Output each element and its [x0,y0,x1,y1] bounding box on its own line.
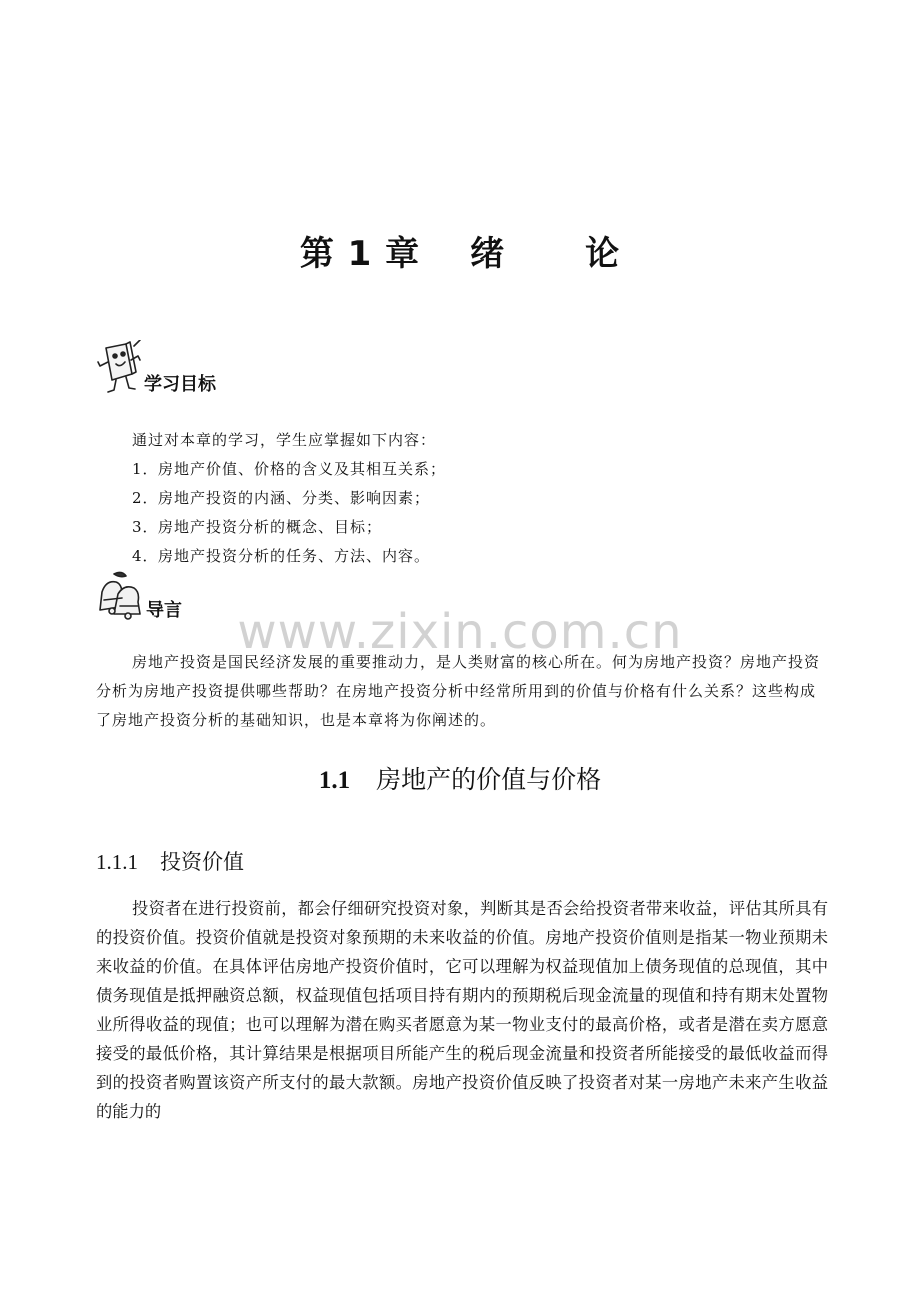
section-heading [0,760,920,796]
pencil-mascot-icon [96,340,142,396]
section-number: 1.1 [318,767,351,794]
objectives-list [132,426,446,571]
chapter-title-char-2: 论 [585,234,621,274]
list-item-text: 房地产价值、价格的含义及其相互关系； [158,460,447,478]
objectives-intro: 通过对本章的学习，学生应掌握如下内容： [132,431,437,449]
chapter-title-char-1: 绪 [470,234,506,274]
subsection-heading [96,846,244,876]
body-paragraph: 投资者在进行投资前，都会仔细研究投资对象，判断其是否会给投资者带来收益，评估其所具有的投资价值。投资价值就是投资对象预期的未来收益的价值。房地产投资价值则是指某一物业预期未来收益的价值。在具体评估房地产投资价值时，它可以理解为权益现值加上债务现值的总现值，其中债务现值是抵押融资总额，权益现值包括项目持有期内的预期税后现金流量的现值和持有期末处置物业所得收益的现值；也可以理解为潜在购买者愿意为某一物业支付的最高价格，或者是潜在卖方愿意接受的最低价格，其计算结果是根据项目所能产生的税后现金流量和投资者所能接受的最低收益而得到的投资者购置该资产所支付的最大款额。房地产投资价值反映了投资者对某一房地产未来产生收益的能力的 [96,899,828,1121]
introduction-label: 导言 [146,600,182,621]
subsection-number: 1.1.1 [96,850,138,874]
list-item [132,484,446,513]
learning-objectives-label: 学习目标 [144,374,216,395]
list-item-number: 4． [132,547,159,565]
watermark: www.zixin.com.cn [237,604,683,660]
list-item [132,542,446,571]
list-item-number: 2． [132,489,159,507]
list-item [132,513,446,542]
introduction-heading [96,570,182,622]
chapter-title [0,226,920,275]
list-item-number: 1． [132,460,159,478]
learning-objectives-heading [96,340,216,396]
subsection-title: 投资价值 [160,850,244,874]
list-item [132,455,446,484]
introduction-text: 房地产投资是国民经济发展的重要推动力，是人类财富的核心所在。何为房地产投资？房地产投资分析为房地产投资提供哪些帮助？在房地产投资分析中经常所用到的价值与价格有什么关系？这些构成了房地产投资分析的基础知识，也是本章将为你阐述的。 [96,653,821,729]
list-item-number: 3． [132,518,159,536]
chapter-number: 第 1 章 [299,234,421,274]
list-item-text: 房地产投资的内涵、分类、影响因素； [158,489,431,507]
list-item-text: 房地产投资分析的任务、方法、内容。 [158,547,431,565]
section-title: 房地产的价值与价格 [376,765,602,794]
list-item-text: 房地产投资分析的概念、目标； [158,518,383,536]
bells-icon [96,570,144,622]
